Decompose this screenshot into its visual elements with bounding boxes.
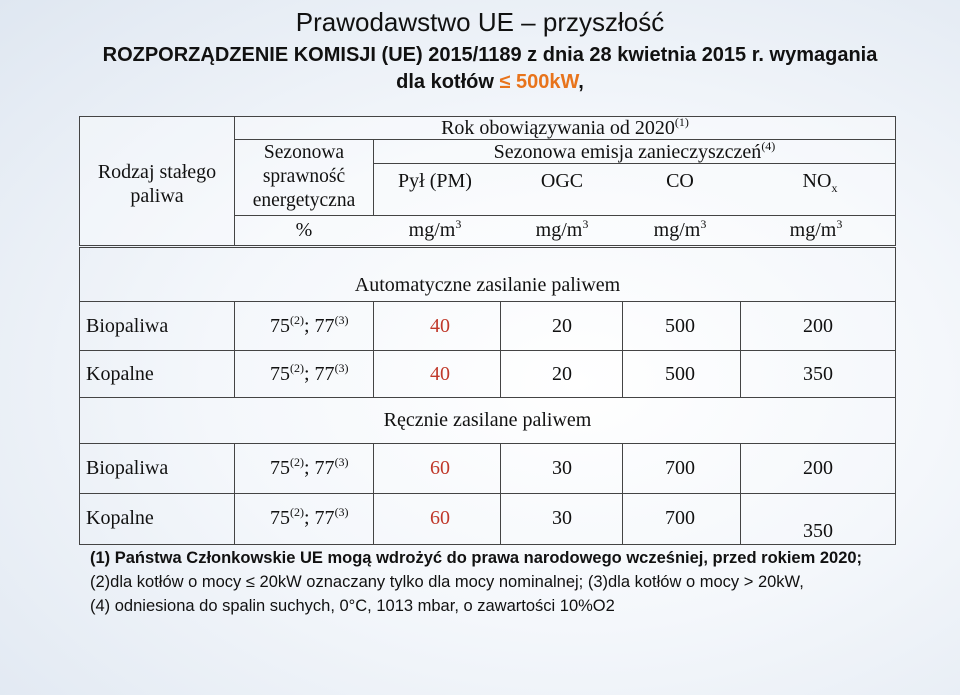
- row-auto-bio-ogc: 20: [552, 315, 572, 337]
- row-auto-bio-co: 500: [665, 315, 695, 337]
- unit-nox: $mg/m^3$: [789, 217, 843, 241]
- row-manual-fossil-pm: 60: [430, 507, 450, 529]
- header-emission: Sezonowa emisja zanieczyszczeń$^{(4)}$: [493, 139, 776, 163]
- row-manual-fossil-ogc: 30: [552, 507, 572, 529]
- row-manual-fossil-eff: 75$^{(2)}$; 77$^{(3)}$: [270, 505, 349, 529]
- row-manual-bio-ogc: 30: [552, 457, 572, 479]
- col-nox: $NO_x$: [802, 170, 838, 195]
- unit-ogc: $mg/m^3$: [535, 217, 589, 241]
- col-line-4: [622, 301, 623, 398]
- col-line-10: [740, 443, 741, 545]
- section-auto-title: Automatyczne zasilanie paliwem: [354, 274, 621, 296]
- col-line-1: [234, 301, 235, 398]
- unit-eff: %: [295, 219, 313, 241]
- row-manual-bio-co: 700: [665, 457, 695, 479]
- row-auto-fossil-pm: 40: [430, 363, 450, 385]
- subtitle-line2-post: ,: [578, 71, 584, 93]
- row-auto-fossil-eff: 75$^{(2)}$; 77$^{(3)}$: [270, 361, 349, 385]
- header-fuel-type: Rodzaj stałego paliwa: [97, 161, 217, 207]
- footnote-1: (1) Państwa Członkowskie UE mogą wdrożyć do prawa narodowego wcześniej, przed rokiem 2020;: [90, 549, 863, 567]
- col-ogc: OGC: [540, 170, 584, 192]
- row-manual-bio-nox: 200: [803, 457, 833, 479]
- unit-co: $mg/m^3$: [653, 217, 707, 241]
- col-co: CO: [666, 170, 694, 192]
- row-manual-bio-fuel: Biopaliwa: [86, 457, 169, 479]
- row-auto-fossil-fuel: Kopalne: [86, 363, 154, 385]
- footnote-2: (2)dla kotłów o mocy ≤ 20kW oznaczany tylko dla mocy nominalnej; (3)dla kotłów o mocy > 20kW,: [90, 573, 804, 591]
- row-manual-fossil-co: 700: [665, 507, 695, 529]
- row-auto-bio-eff: 75$^{(2)}$; 77$^{(3)}$: [270, 313, 349, 337]
- row-auto-fossil-nox: 350: [803, 363, 833, 385]
- subtitle-line2-accent: ≤ 500kW: [499, 71, 579, 93]
- slide-title: Prawodawstwo UE – przyszłość: [295, 7, 665, 37]
- row-auto-fossil-co: 500: [665, 363, 695, 385]
- row-auto-bio-pm: 40: [430, 315, 450, 337]
- subtitle-line2-pre: dla kotłów: [396, 71, 500, 93]
- header-year: Rok obowiązywania od 2020$^{(1)}$: [441, 115, 689, 139]
- section-manual-title: Ręcznie zasilane paliwem: [383, 409, 592, 431]
- row-manual-fossil-nox: 350: [803, 520, 833, 542]
- col-line-7: [373, 443, 374, 545]
- header-efficiency: Sezonowa sprawność energetyczna: [252, 142, 356, 211]
- row-manual-fossil-fuel: Kopalne: [86, 507, 154, 529]
- row-auto-fossil-ogc: 20: [552, 363, 572, 385]
- col-line-2: [373, 301, 374, 398]
- col-line-3: [500, 301, 501, 398]
- subtitle-line1: ROZPORZĄDZENIE KOMISJI (UE) 2015/1189 z dnia 28 kwietnia 2015 r. wymagania: [102, 44, 878, 66]
- col-line-9: [622, 443, 623, 545]
- footnotes: [90, 546, 940, 618]
- footnote-3: (4) odniesiona do spalin suchych, 0°C, 1013 mbar, o zawartości 10%O2: [90, 597, 615, 615]
- col-line-8: [500, 443, 501, 545]
- col-line-6: [234, 443, 235, 545]
- col-pm: Pył (PM): [398, 170, 472, 192]
- unit-pm: $mg/m^3$: [408, 217, 462, 241]
- header-units-row: [234, 215, 896, 216]
- row-manual-bio-eff: 75$^{(2)}$; 77$^{(3)}$: [270, 455, 349, 479]
- row-auto-bio-fuel: Biopaliwa: [86, 315, 169, 337]
- col-line-5: [740, 301, 741, 398]
- row-auto-bio-nox: 200: [803, 315, 833, 337]
- row-manual-bio-pm: 60: [430, 457, 450, 479]
